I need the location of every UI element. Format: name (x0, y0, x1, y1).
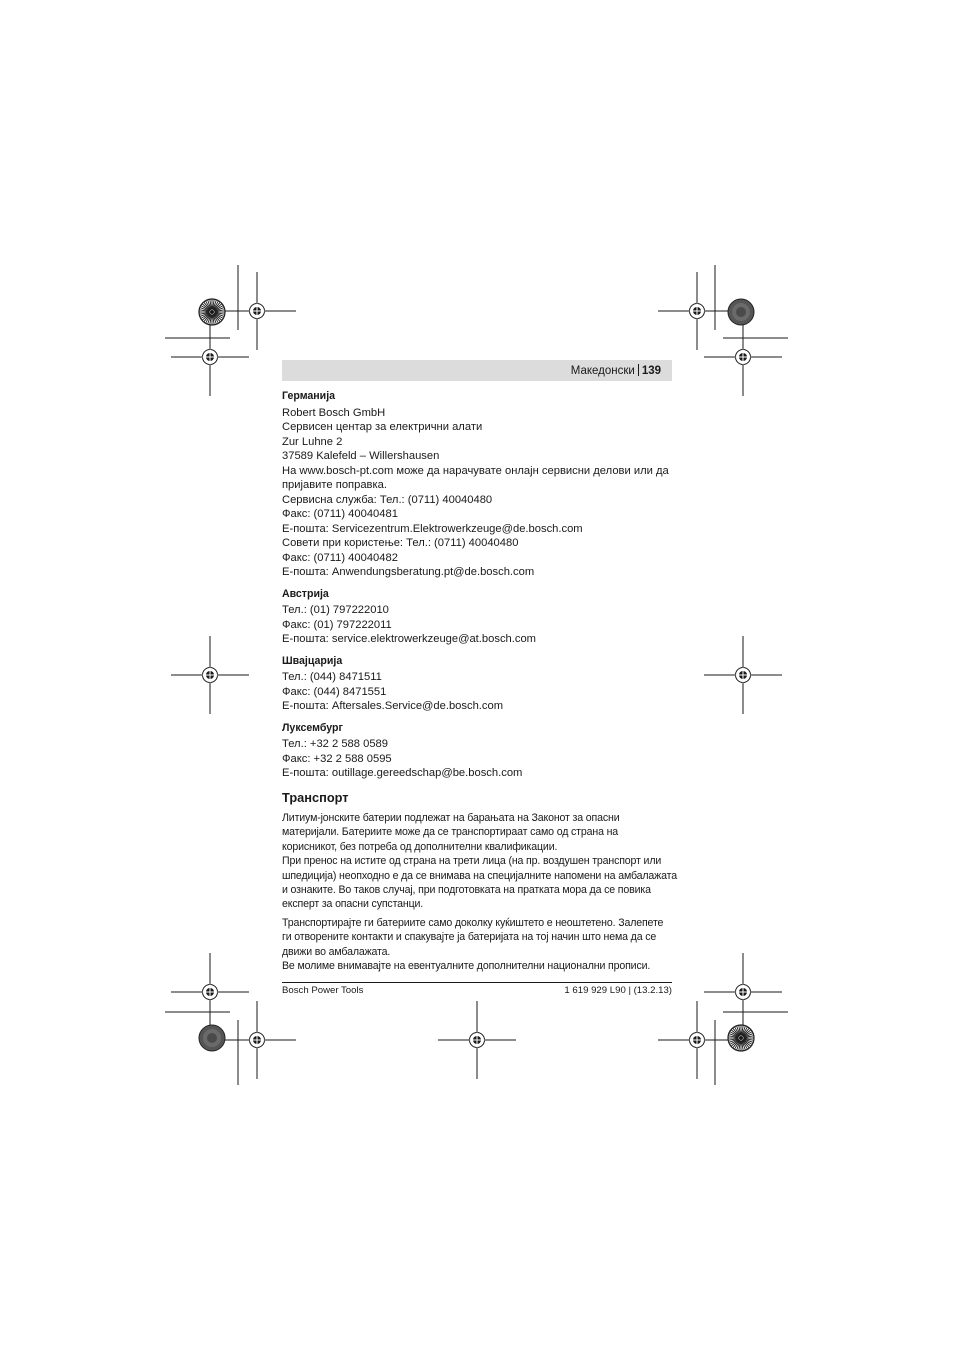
text-line: Транспортирајте ги батериите само доколку куќиштето е неоштетено. Залепете (282, 916, 664, 929)
registration-cross (218, 1001, 296, 1079)
footer-doc-number: 1 619 929 L90 | (13.2.13) (564, 985, 672, 996)
text-line: Тел.: (044) 8471511 (282, 671, 382, 683)
text-line: Сервисен центар за електрични алати (282, 421, 483, 433)
text-line: движи во амбалажата. (282, 945, 391, 958)
text-line: Факс: (0711) 40040482 (282, 551, 398, 564)
text-line: Литиум-јонските батерии подлежат на барањата на Законот за опасни (282, 812, 620, 824)
address-block-switzerland (282, 670, 674, 714)
text-line: експерт за опасни супстанци. (282, 898, 424, 911)
text-line: E-пошта: Servicezentrum.Elektrowerkzeuge@de.bosch.com (282, 522, 583, 535)
address-block-austria (282, 603, 674, 647)
text-line: корисникот, без потреба од дополнителни квалификации. (282, 840, 558, 853)
section-title-switzerland: Швајцарија (282, 654, 343, 667)
registration-cross (438, 1001, 516, 1079)
text-line: E-пошта: Anwendungsberatung.pt@de.bosch.com (282, 566, 535, 578)
section-title-germany: Германија (282, 390, 336, 402)
text-line: Zur Luhne 2 (282, 435, 343, 448)
text-line: Robert Bosch GmbH (282, 406, 386, 419)
page-number: 139 (641, 365, 661, 377)
section-title-austria: Австрија (282, 587, 329, 600)
text-line: пријавите поправка. (282, 479, 387, 491)
registration-cross (171, 318, 249, 396)
text-line: Ве молиме внимавајте на евентуалните дополнителни национални прописи. (282, 960, 651, 973)
footer-rule (282, 982, 672, 983)
text-line: шпедиција) неопходно е да се внимава на специјалните напомени на амбалажата (282, 869, 677, 882)
text-line: Тел.: +32 2 588 0589 (282, 738, 388, 750)
page-header (282, 360, 672, 381)
gray-dot-mark (728, 299, 754, 325)
gray-dot-mark (199, 1025, 225, 1051)
text-line: Совети при користење: Тел.: (0711) 40040480 (282, 537, 519, 549)
text-line: При пренос на истите од страна на трети лица (на пр. воздушен транспорт или (282, 855, 662, 868)
section-title-transport: Транспорт (282, 789, 349, 805)
registration-cross (704, 953, 782, 1031)
text-line: На www.bosch-pt.com може да нарачувате онлајн сервисни делови или да (282, 464, 669, 477)
text-line: E-пошта: outillage.gereedschap@be.bosch.com (282, 767, 523, 779)
text-line: E-пошта: service.elektrowerkzeuge@at.bosch.com (282, 633, 536, 645)
text-line: ги отворените контакти и спакувајте ја батеријата на тој начин што нема да се (282, 931, 657, 944)
paragraph-transport-1 (282, 811, 677, 912)
paragraph-transport-2 (282, 916, 674, 974)
starburst-mark (728, 1025, 754, 1051)
text-line: материјали. Батериите може да се транспортираат само од страна на (282, 826, 619, 839)
text-line: Тел.: (01) 797222010 (282, 604, 389, 616)
registration-cross (704, 636, 782, 714)
starburst-mark (199, 299, 225, 325)
registration-cross (658, 1001, 736, 1079)
registration-cross (704, 318, 782, 396)
text-line: и ознаките. Во таков случај, при подготовката на пратката мора да се повика (282, 884, 651, 897)
text-line: E-пошта: Aftersales.Service@de.bosch.com (282, 700, 504, 712)
text-line: Факс: (01) 797222011 (282, 618, 392, 631)
text-line: 37589 Kalefeld – Willershausen (282, 450, 440, 462)
text-line: Сервисна служба: Тел.: (0711) 40040480 (282, 493, 493, 506)
registration-cross (171, 953, 249, 1031)
text-line: Факс: (044) 8471551 (282, 685, 387, 698)
section-title-luxembourg: Луксембург (282, 721, 343, 734)
header-language: Македонски (570, 365, 635, 377)
text-line: Факс: (0711) 40040481 (282, 508, 398, 520)
address-block-germany (282, 406, 674, 580)
text-line: Факс: +32 2 588 0595 (282, 752, 392, 765)
page-content (282, 389, 677, 977)
header-separator (638, 364, 639, 376)
address-block-luxembourg (282, 737, 674, 781)
registration-cross (171, 636, 249, 714)
footer-publisher: Bosch Power Tools (282, 985, 364, 996)
